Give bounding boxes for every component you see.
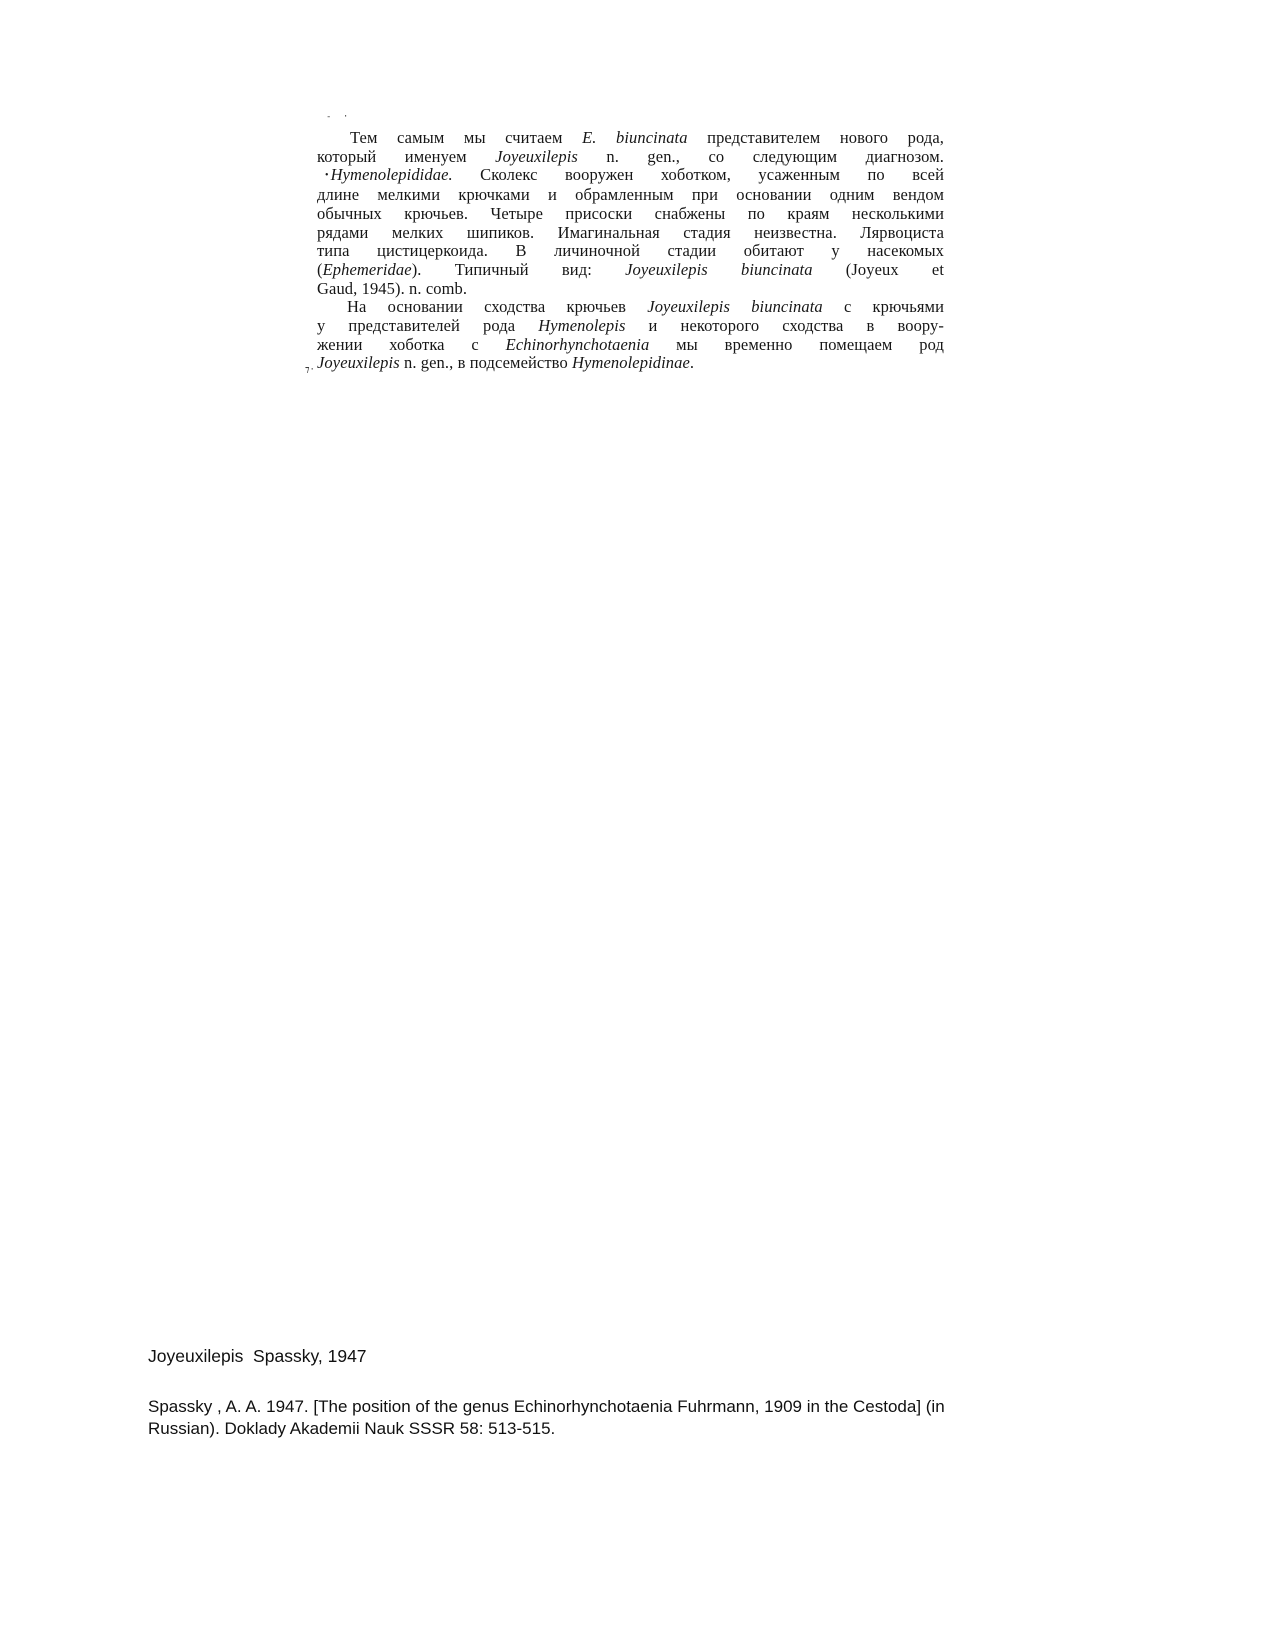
family-name-italic: Ephemeridae bbox=[322, 259, 412, 279]
excerpt-line bbox=[317, 186, 944, 205]
text-run: Тем самым мы считаем bbox=[350, 128, 583, 147]
species-name-italic: Joyeuxilepis biuncinata bbox=[625, 259, 813, 279]
excerpt-line bbox=[317, 336, 944, 355]
scanned-russian-excerpt bbox=[317, 129, 944, 373]
text-run: n. gen., со следующим диагнозом. bbox=[577, 146, 944, 166]
excerpt-line bbox=[317, 129, 944, 148]
citation-line: Spassky , A. A. 1947. [The position of the genus Echinorhynchotaenia Fuhrmann, 1909 in the Cestoda] (in bbox=[148, 1397, 945, 1416]
excerpt-line bbox=[317, 298, 944, 317]
excerpt-line bbox=[317, 242, 944, 261]
citation bbox=[148, 1396, 1068, 1440]
text-run: представителем нового рода, bbox=[687, 128, 944, 147]
text-run: мы временно помещаем род bbox=[649, 334, 944, 354]
excerpt-line bbox=[317, 148, 944, 167]
text-run: Gaud, 1945). n. comb. bbox=[317, 278, 468, 298]
excerpt-line bbox=[317, 166, 944, 186]
excerpt-line bbox=[317, 261, 944, 280]
genus-name-italic: Joyeuxilepis bbox=[317, 353, 400, 373]
text-run: ). Типичный вид: bbox=[411, 259, 626, 279]
subfamily-name-italic: Hymenolepidinae bbox=[572, 353, 690, 373]
text-run: обычных крючьев. Четыре присоски снабжены по краям несколькими bbox=[317, 203, 944, 223]
bullet-mark: • bbox=[325, 170, 329, 182]
scan-artifact-top: - · bbox=[326, 112, 352, 122]
excerpt-line bbox=[317, 224, 944, 243]
text-run: На основании сходства крючьев bbox=[347, 297, 648, 317]
text-run: (Joyeux et bbox=[812, 259, 945, 279]
genus-name-italic: Hymenolepis bbox=[538, 316, 626, 336]
text-run: с крючьями bbox=[822, 297, 945, 317]
species-name-italic: Joyeuxilepis biuncinata bbox=[647, 297, 823, 317]
text-run: и некоторого сходства в воору- bbox=[625, 316, 944, 336]
text-run: . bbox=[689, 353, 695, 373]
text-run: типа цистицеркоида. В личиночной стадии обитают у насекомых bbox=[317, 241, 944, 261]
genus-heading: Joyeuxilepis Spassky, 1947 bbox=[148, 1346, 367, 1366]
text-run: Сколекс вооружен хоботком, усаженным по всей bbox=[452, 165, 944, 185]
species-name-italic: E. biuncinata bbox=[582, 128, 688, 147]
scan-artifact-bottom: ⁊· bbox=[305, 365, 315, 375]
text-run: длине мелкими крючками и обрамленным при основании одним вендом bbox=[317, 185, 944, 205]
excerpt-line bbox=[317, 280, 944, 299]
text-run: который именуем bbox=[317, 146, 496, 166]
excerpt-line bbox=[317, 205, 944, 224]
citation-line: Russian). Doklady Akademii Nauk SSSR 58: 513-515. bbox=[148, 1418, 556, 1438]
text-run: ( bbox=[317, 259, 323, 279]
text-run: у представителей рода bbox=[317, 316, 539, 336]
text-run: n. gen., в подсемейство bbox=[399, 353, 573, 373]
excerpt-line bbox=[317, 354, 944, 373]
text-run: жении хоботка с bbox=[317, 334, 506, 354]
genus-name-italic: Joyeuxilepis bbox=[495, 146, 578, 166]
genus-name-italic: Echinorhynchotaenia bbox=[505, 334, 650, 354]
text-run: рядами мелких шипиков. Имагинальная стадия неизвестна. Лярвоциста bbox=[317, 222, 944, 242]
family-name-italic: Hymenolepididae. bbox=[330, 165, 453, 185]
excerpt-line bbox=[317, 317, 944, 336]
